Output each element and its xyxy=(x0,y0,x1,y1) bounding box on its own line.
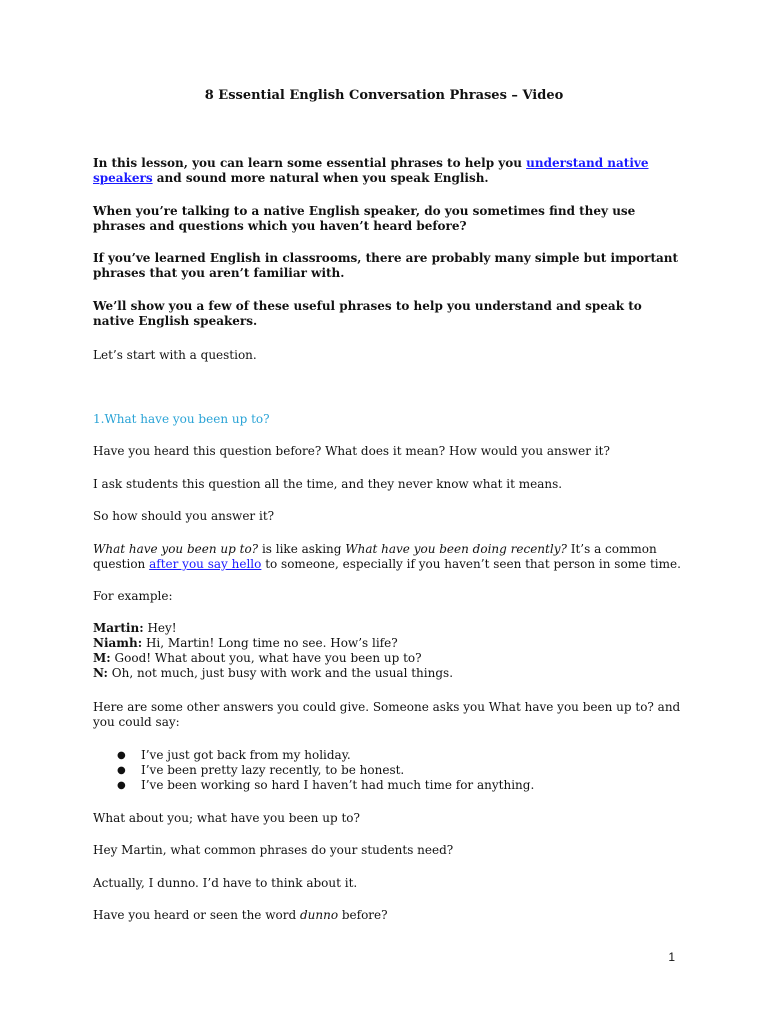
page-number: 1 xyxy=(668,950,675,964)
explain-mid: is like asking xyxy=(258,542,346,556)
list-item xyxy=(117,748,677,763)
list-item-text: I’ve been pretty lazy recently, to be honest. xyxy=(141,763,405,777)
list-item xyxy=(117,778,677,793)
explain-after: It’s a common question xyxy=(93,542,657,571)
explanation-paragraph xyxy=(93,542,683,572)
list-item xyxy=(117,763,677,778)
dialog-speaker: M: xyxy=(93,651,111,665)
dialog-line xyxy=(93,651,683,666)
after-you-say-hello-link[interactable]: after you say hello xyxy=(149,557,262,571)
dialog-line xyxy=(93,621,683,636)
intro-paragraph-1 xyxy=(93,156,683,186)
dialog-text: Hi, Martin! Long time no see. How’s life? xyxy=(142,636,398,650)
hey-martin-text: Hey Martin, what common phrases do your students need? xyxy=(93,843,454,857)
lets-start-text: Let’s start with a question. xyxy=(93,348,257,362)
heard-before-paragraph xyxy=(93,908,683,923)
understand-native-speakers-link[interactable]: understand native speakers xyxy=(93,156,649,185)
intro-text: In this lesson, you can learn some essential phrases to help you xyxy=(93,156,527,170)
question-paragraph-1: Have you heard this question before? What does it mean? How would you answer it? xyxy=(93,444,610,458)
explain-end: to someone, especially if you haven’t seen that person in some time. xyxy=(261,557,681,571)
intro-text-end: and sound more natural when you speak English. xyxy=(152,171,489,185)
dunno-word: dunno xyxy=(299,908,339,922)
intro-paragraph-4: We’ll show you a few of these useful phrases to help you understand and speak to native English speakers. xyxy=(93,299,642,328)
dialog-speaker: Martin: xyxy=(93,621,144,635)
intro-paragraph-3: If you’ve learned English in classrooms, there are probably many simple but important phrases that you aren’t familiar with. xyxy=(93,251,679,280)
dialog-text: Oh, not much, just busy with work and the usual things. xyxy=(107,666,454,680)
answers-list xyxy=(117,748,677,793)
section-heading: 1.What have you been up to? xyxy=(93,412,270,426)
other-answers-paragraph: Here are some other answers you could give. Someone asks you What have you been up to? and you could say: xyxy=(93,700,681,729)
bullet-icon: ● xyxy=(117,765,126,776)
dialog-block xyxy=(93,621,683,681)
dialog-speaker: N: xyxy=(93,666,108,680)
intro-paragraph-2: When you’re talking to a native English speaker, do you sometimes find they use phrases and questions which you haven’t heard before? xyxy=(93,204,636,233)
explain-phrase-2: What have you been doing recently? xyxy=(345,542,567,556)
heard-text-end: before? xyxy=(338,908,388,922)
bullet-icon: ● xyxy=(117,780,126,791)
actually-text: Actually, I dunno. I’d have to think about it. xyxy=(93,876,358,890)
question-paragraph-3: So how should you answer it? xyxy=(93,509,275,523)
dialog-line xyxy=(93,666,683,681)
heard-text: Have you heard or seen the word xyxy=(93,908,300,922)
explain-phrase-1: What have you been up to? xyxy=(93,542,259,556)
question-paragraph-2: I ask students this question all the time, and they never know what it means. xyxy=(93,477,563,491)
bullet-icon: ● xyxy=(117,750,126,761)
dialog-speaker: Niamh: xyxy=(93,636,143,650)
list-item-text: I’ve been working so hard I haven’t had much time for anything. xyxy=(141,778,535,792)
dialog-line xyxy=(93,636,683,651)
document-title: 8 Essential English Conversation Phrases – Video xyxy=(204,88,564,103)
dialog-text: Hey! xyxy=(143,621,177,635)
list-item-text: I’ve just got back from my holiday. xyxy=(141,748,351,762)
for-example-text: For example: xyxy=(93,589,173,603)
dialog-text: Good! What about you, what have you been up to? xyxy=(110,651,422,665)
what-about-you-text: What about you; what have you been up to? xyxy=(93,811,360,825)
